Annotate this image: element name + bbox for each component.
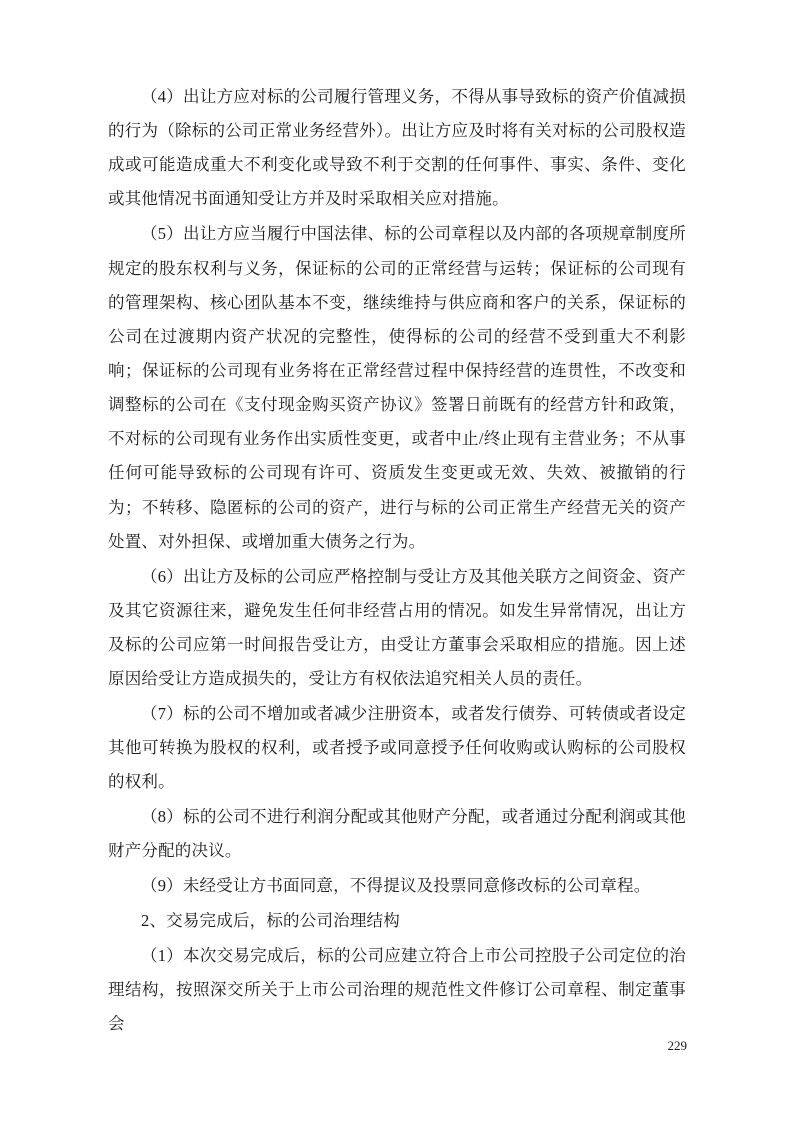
page-number: 229	[667, 1038, 687, 1053]
paragraph: （1）本次交易完成后，标的公司应建立符合上市公司控股子公司定位的治理结构，按照深交所关于上市公司治理的规范性文件修订公司章程、制定董事会	[108, 946, 686, 1034]
paragraph: 2、交易完成后，标的公司治理结构	[141, 911, 400, 931]
paragraph: （4）出让方应对标的公司履行管理义务，不得从事导致标的资产价值减损的行为（除标的公司正常业务经营外）。出让方应及时将有关对标的公司股权造成或可能造成重大不利变化或导致不利于交割的任何事件、事实、条件、变化或其他情况书面通知受让方并及时采取相关应对措施。	[108, 87, 686, 209]
paragraph: （8）标的公司不进行利润分配或其他财产分配，或者通过分配利润或其他财产分配的决议。	[108, 807, 686, 861]
page-body	[108, 80, 686, 1042]
paragraph: （9）未经受让方书面同意，不得提议及投票同意修改标的公司章程。	[141, 876, 651, 896]
paragraph: （7）标的公司不增加或者减少注册资本，或者发行债券、可转债或者设定其他可转换为股权的权利，或者授予或同意授予任何收购或认购标的公司股权的权利。	[108, 703, 686, 792]
paragraph: （5）出让方应当履行中国法律、标的公司章程以及内部的各项规章制度所规定的股东权利与义务，保证标的公司的正常经营与运转；保证标的公司现有的管理架构、核心团队基本不变，继续维持与供应商和客户的关系，保证标的公司在过渡期内资产状况的完整性，使得标的公司的经营不受到重大不利影响；保证标的公司现有业务将在正常经营过程中保持经营的连贯性，不改变和调整标的公司在《支付现金购买资产协议》签署日前既有的经营方针和政策，不对标的公司现有业务作出实质性变更，或者中止/终止现有主营业务；不从事任何可能导致标的公司现有许可、资质发生变更或无效、失效、被撤销的行为；不转移、隐匿标的公司的资产，进行与标的公司正常生产经营无关的资产处置、对外担保、或增加重大债务之行为。	[108, 224, 686, 551]
paragraph: （6）出让方及标的公司应严格控制与受让方及其他关联方之间资金、资产及其它资源往来，避免发生任何非经营占用的情况。如发生异常情况，出让方及标的公司应第一时间报告受让方，由受让方董事会采取相应的措施。因上述原因给受让方造成损失的，受让方有权依法追究相关人员的责任。	[108, 566, 686, 689]
